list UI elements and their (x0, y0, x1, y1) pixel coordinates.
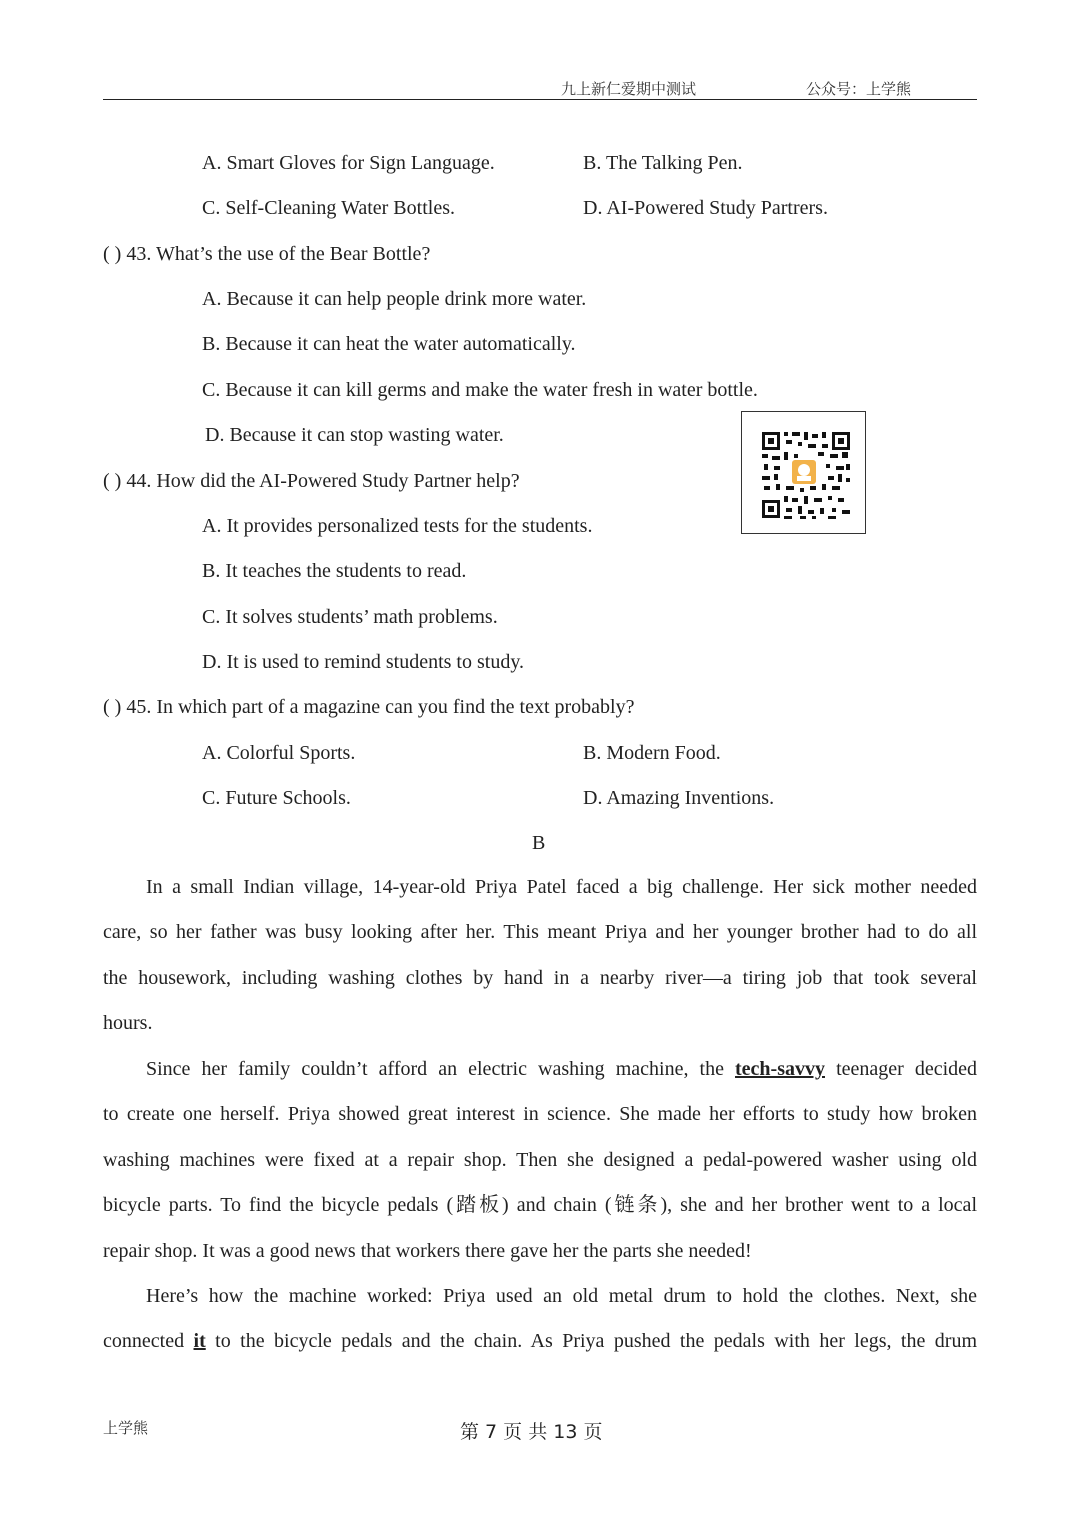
header-divider (103, 99, 977, 100)
q42-option-c: C. Self-Cleaning Water Bottles. (202, 197, 455, 219)
q42-option-d: D. AI-Powered Study Partrers. (583, 197, 828, 219)
q45-option-c: C. Future Schools. (202, 787, 351, 809)
passage-line: Here’s how the machine worked: Priya used an old metal drum to hold the clothes. Next, she (146, 1285, 977, 1307)
q44-option-d: D. It is used to remind students to study. (202, 651, 525, 673)
passage-paragraph-3 (103, 1274, 977, 1365)
keyword-it: it (193, 1330, 206, 1353)
passage-line: the housework, including washing clothes by hand in a nearby river—a tiring job that took several (103, 966, 977, 989)
q42-option-b: B. The Talking Pen. (583, 152, 743, 174)
passage-line: repair shop. It was a good news that workers there gave her the parts she needed! (103, 1239, 752, 1262)
passage-paragraph-2 (103, 1047, 977, 1274)
section-label: B (532, 832, 546, 854)
passage-line (103, 1319, 977, 1364)
passage-line: washing machines were fixed at a repair shop. Then she designed a pedal-powered washer using old (103, 1148, 977, 1171)
q44-stem: ( ) 44. How did the AI-Powered Study Partner help? (103, 470, 520, 492)
passage-text: to the bicycle pedals and the chain. As Priya pushed the pedals with her legs, the drum (215, 1330, 978, 1353)
passage-line (103, 1047, 977, 1092)
passage-line: to create one herself. Priya showed great interest in science. She made her efforts to study how broken (103, 1103, 977, 1126)
q44-option-a: A. It provides personalized tests for the students. (202, 515, 593, 537)
keyword-tech-savvy: tech-savvy (735, 1058, 825, 1080)
q45-stem: ( ) 45. In which part of a magazine can you find the text probably? (103, 696, 635, 718)
qr-code-graphic (742, 412, 865, 533)
q42-option-a: A. Smart Gloves for Sign Language. (202, 152, 495, 174)
q44-option-c: C. It solves students’ math problems. (202, 606, 498, 628)
footer-brand: 上学熊 (103, 1419, 149, 1437)
passage-line: care, so her father was busy looking after her. This meant Priya and her younger brother had to do all (103, 921, 977, 944)
passage-text: teenager decided (836, 1058, 978, 1080)
page-number: 第 7 页 共 13 页 (460, 1421, 603, 1443)
header-title: 九上新仁爱期中测试 (561, 80, 697, 98)
passage-line: bicycle parts. To find the bicycle pedals (踏板) and chain (链条), she and her brother went to a local (103, 1194, 977, 1217)
header-account: 公众号：上学熊 (806, 80, 912, 98)
q45-option-d: D. Amazing Inventions. (583, 787, 775, 809)
q45-option-a: A. Colorful Sports. (202, 742, 356, 764)
passage-paragraph-1 (103, 865, 977, 1047)
passage-text: connected (103, 1330, 185, 1353)
passage-line: In a small Indian village, 14-year-old Priya Patel faced a big challenge. Her sick mother needed (146, 876, 977, 898)
q43-option-c: C. Because it can kill germs and make the water fresh in water bottle. (202, 379, 758, 401)
passage-text: Since her family couldn’t afford an electric washing machine, the (146, 1058, 724, 1080)
q43-stem: ( ) 43. What’s the use of the Bear Bottle? (103, 243, 431, 265)
q45-option-b: B. Modern Food. (583, 742, 721, 764)
q44-option-b: B. It teaches the students to read. (202, 560, 467, 582)
passage-line: hours. (103, 1012, 153, 1035)
qr-code-icon (741, 411, 866, 534)
q43-option-b: B. Because it can heat the water automatically. (202, 333, 576, 355)
q43-option-a: A. Because it can help people drink more water. (202, 288, 587, 310)
q43-option-d: D. Because it can stop wasting water. (205, 424, 504, 446)
